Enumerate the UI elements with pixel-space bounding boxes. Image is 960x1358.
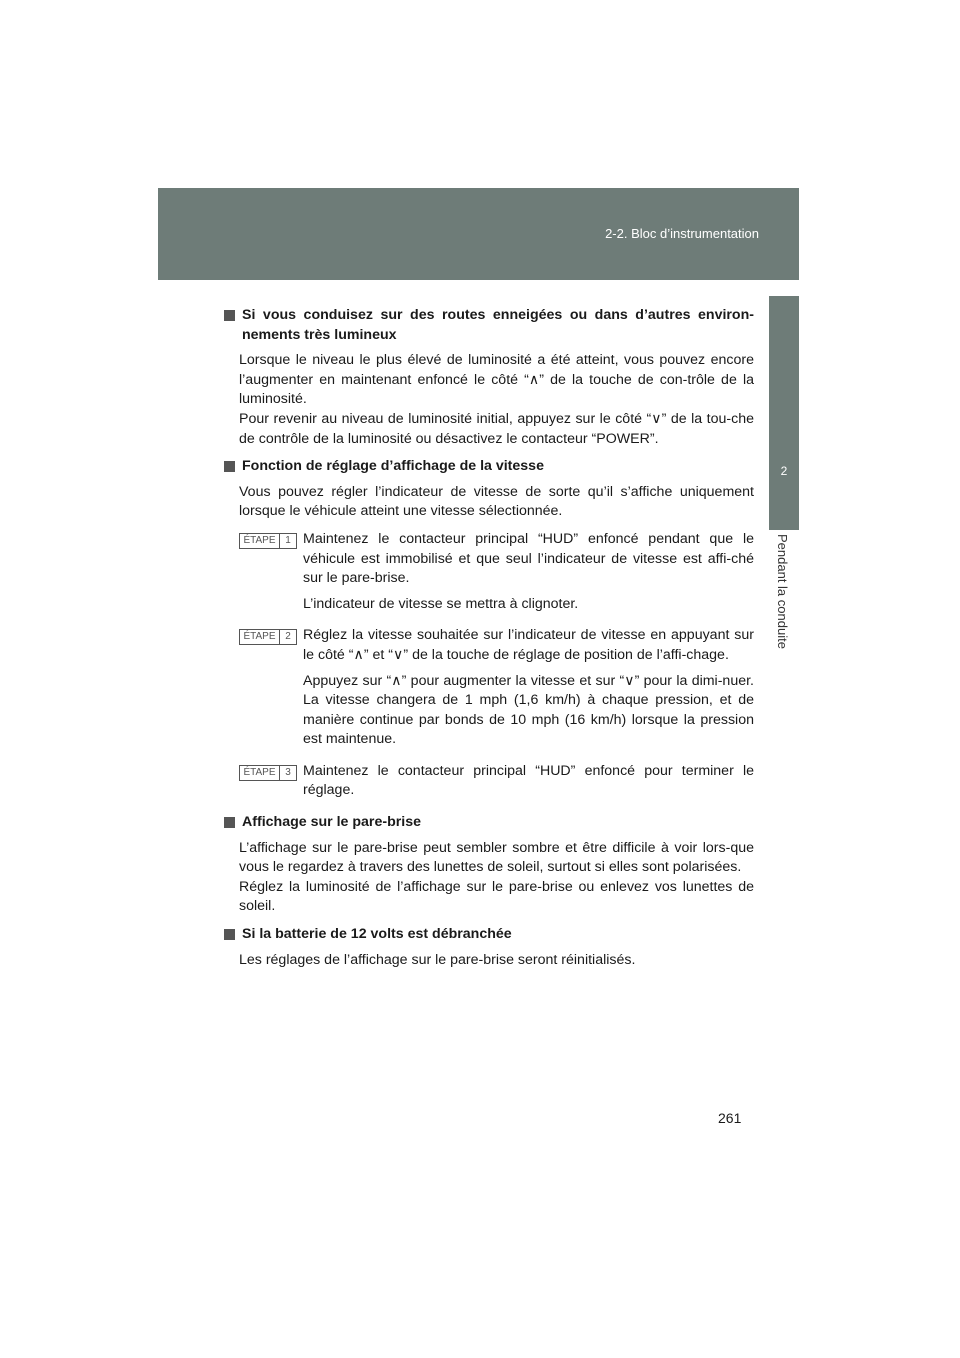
chapter-tab bbox=[769, 296, 799, 530]
section-body bbox=[239, 483, 754, 522]
paragraph: Réglez la vitesse souhaitée sur l’indicateur de vitesse en appuyant sur le côté “∧” et “∨” de la touche de réglage de position de l’affi-chage. bbox=[303, 627, 754, 663]
section-heading bbox=[222, 457, 754, 477]
paragraph: Maintenez le contacteur principal “HUD” enfoncé pendant que le véhicule est immobilisé et que seul l’indicateur de vitesse est affi-ché sur le pare-brise. bbox=[303, 530, 754, 587]
step-number: 2 bbox=[279, 630, 296, 644]
section-body bbox=[239, 951, 754, 971]
step-label: ÉTAPE bbox=[240, 534, 279, 548]
section-body bbox=[239, 839, 754, 917]
square-bullet-icon bbox=[224, 817, 235, 828]
step-badge bbox=[239, 629, 297, 645]
paragraph: Vous pouvez régler l’indicateur de vitesse de sorte qu’il s’affiche uniquement lorsque le véhicule atteint une vitesse sélectionnée. bbox=[239, 483, 754, 520]
step-body bbox=[303, 762, 754, 807]
square-bullet-icon bbox=[224, 310, 235, 321]
step-badge bbox=[239, 765, 297, 781]
step-body bbox=[303, 626, 754, 756]
chapter-label: Pendant la conduite bbox=[775, 534, 790, 649]
heading-text: Fonction de réglage d’affichage de la vitesse bbox=[242, 458, 544, 475]
step-number: 3 bbox=[279, 766, 296, 780]
paragraph: Réglez la luminosité de l’affichage sur le pare-brise ou enlevez vos lunettes de soleil. bbox=[239, 878, 754, 915]
chapter-number: 2 bbox=[780, 464, 788, 478]
step-badge bbox=[239, 533, 297, 549]
paragraph: L’affichage sur le pare-brise peut sembler sombre et être difficile à voir lors-que vous le regardez à travers des lunettes de soleil, surtout si elles sont polarisées. bbox=[239, 839, 754, 876]
heading-text: Affichage sur le pare-brise bbox=[242, 814, 421, 831]
step-number: 1 bbox=[279, 534, 296, 548]
page-content bbox=[222, 306, 754, 978]
step-body bbox=[303, 530, 754, 620]
heading-text: Si vous conduisez sur des routes enneigées ou dans d’autres environ-nements très lumineux bbox=[242, 307, 754, 343]
page-number: 261 bbox=[718, 1110, 742, 1126]
step-2 bbox=[239, 626, 754, 756]
step-3 bbox=[239, 762, 754, 807]
step-label: ÉTAPE bbox=[240, 630, 279, 644]
heading-text: Si la batterie de 12 volts est débranchée bbox=[242, 926, 512, 943]
step-label: ÉTAPE bbox=[240, 766, 279, 780]
paragraph: Pour revenir au niveau de luminosité initial, appuyez sur le côté “∨” de la tou-che de contrôle de la luminosité ou désactivez le contacteur “POWER”. bbox=[239, 410, 754, 447]
section-title: 2-2. Bloc d’instrumentation bbox=[605, 226, 759, 241]
paragraph: Les réglages de l’affichage sur le pare-brise seront réinitialisés. bbox=[239, 951, 636, 968]
header-band bbox=[158, 188, 799, 280]
section-body bbox=[239, 351, 754, 449]
section-heading bbox=[222, 306, 754, 345]
square-bullet-icon bbox=[224, 461, 235, 472]
section-heading bbox=[222, 925, 754, 945]
square-bullet-icon bbox=[224, 929, 235, 940]
paragraph: Lorsque le niveau le plus élevé de luminosité a été atteint, vous pouvez encore l’augmenter en maintenant enfoncé le côté “∧” de la touche de con-trôle de la luminosité. bbox=[239, 352, 754, 408]
step-1 bbox=[239, 530, 754, 620]
section-heading bbox=[222, 813, 754, 833]
paragraph: Appuyez sur “∧” pour augmenter la vitesse et sur “∨” pour la dimi-nuer. La vitesse changera de 1 mph (1,6 km/h) à chaque pression, et de manière continue par bonds de 10 mph (16 km/h) lorsque la pression est maintenue. bbox=[303, 672, 754, 748]
paragraph: Maintenez le contacteur principal “HUD” enfoncé pour terminer le réglage. bbox=[303, 762, 754, 799]
chapter-label-strip bbox=[769, 530, 799, 700]
paragraph: L’indicateur de vitesse se mettra à clignoter. bbox=[303, 595, 579, 612]
